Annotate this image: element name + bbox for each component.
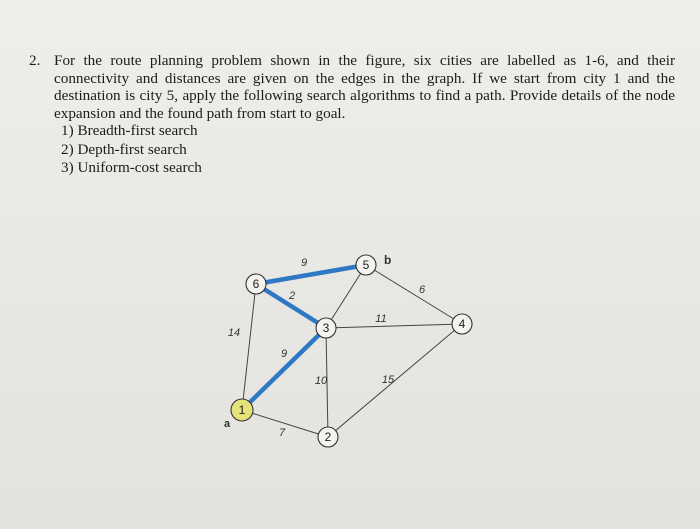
node-label-2: 2 bbox=[324, 430, 332, 444]
route-graph bbox=[200, 240, 500, 470]
node-2 bbox=[318, 427, 338, 447]
edge-weight-5-4: 6 bbox=[418, 284, 426, 296]
node-label-4: 4 bbox=[458, 317, 466, 331]
edge-weight-2-4: 15 bbox=[381, 374, 395, 386]
edge-weight-3-4: 11 bbox=[375, 313, 387, 325]
node-1 bbox=[231, 399, 253, 421]
node-label-5: 5 bbox=[362, 258, 370, 272]
edge-weight-6-5: 9 bbox=[300, 257, 308, 269]
node-3 bbox=[316, 318, 336, 338]
question-block bbox=[29, 52, 675, 178]
question-number: 2. bbox=[29, 52, 41, 69]
edge-1-3 bbox=[242, 328, 326, 410]
node-4 bbox=[452, 314, 472, 334]
edge-5-3 bbox=[326, 265, 366, 328]
question-text: For the route planning problem shown in the figure, six cities are labelled as 1-6, and their connectivity and distances are given on the edges in the graph. If we start from city 1 and the destination is city 5, apply the following search algorithms to find a path. Provide details of the node expansion and the found path from start to goal. bbox=[54, 52, 675, 122]
edge-6-1 bbox=[242, 284, 256, 410]
annotation-b: b bbox=[384, 253, 392, 267]
edge-weight-3-2: 10 bbox=[314, 375, 328, 387]
node-5 bbox=[356, 255, 376, 275]
edge-weight-1-2: 7 bbox=[278, 427, 286, 439]
subquestion-item: 2) Depth-first search bbox=[61, 140, 187, 158]
node-6 bbox=[246, 274, 266, 294]
edge-6-5 bbox=[256, 265, 366, 284]
annotation-a: a bbox=[224, 418, 231, 430]
node-label-6: 6 bbox=[252, 277, 260, 291]
subquestion-item: 1) Breadth-first search bbox=[61, 122, 198, 140]
edge-weight-1-3: 9 bbox=[280, 348, 288, 360]
edge-3-4 bbox=[326, 324, 462, 328]
node-label-1: 1 bbox=[238, 403, 246, 417]
node-label-3: 3 bbox=[322, 321, 330, 335]
edge-2-4 bbox=[328, 324, 462, 437]
graph-edges bbox=[242, 265, 462, 437]
edge-weight-6-3: 2 bbox=[288, 290, 296, 302]
edge-weight-6-1: 14 bbox=[227, 327, 241, 339]
subquestion-list bbox=[61, 122, 675, 178]
subquestion-item: 3) Uniform-cost search bbox=[61, 159, 202, 177]
